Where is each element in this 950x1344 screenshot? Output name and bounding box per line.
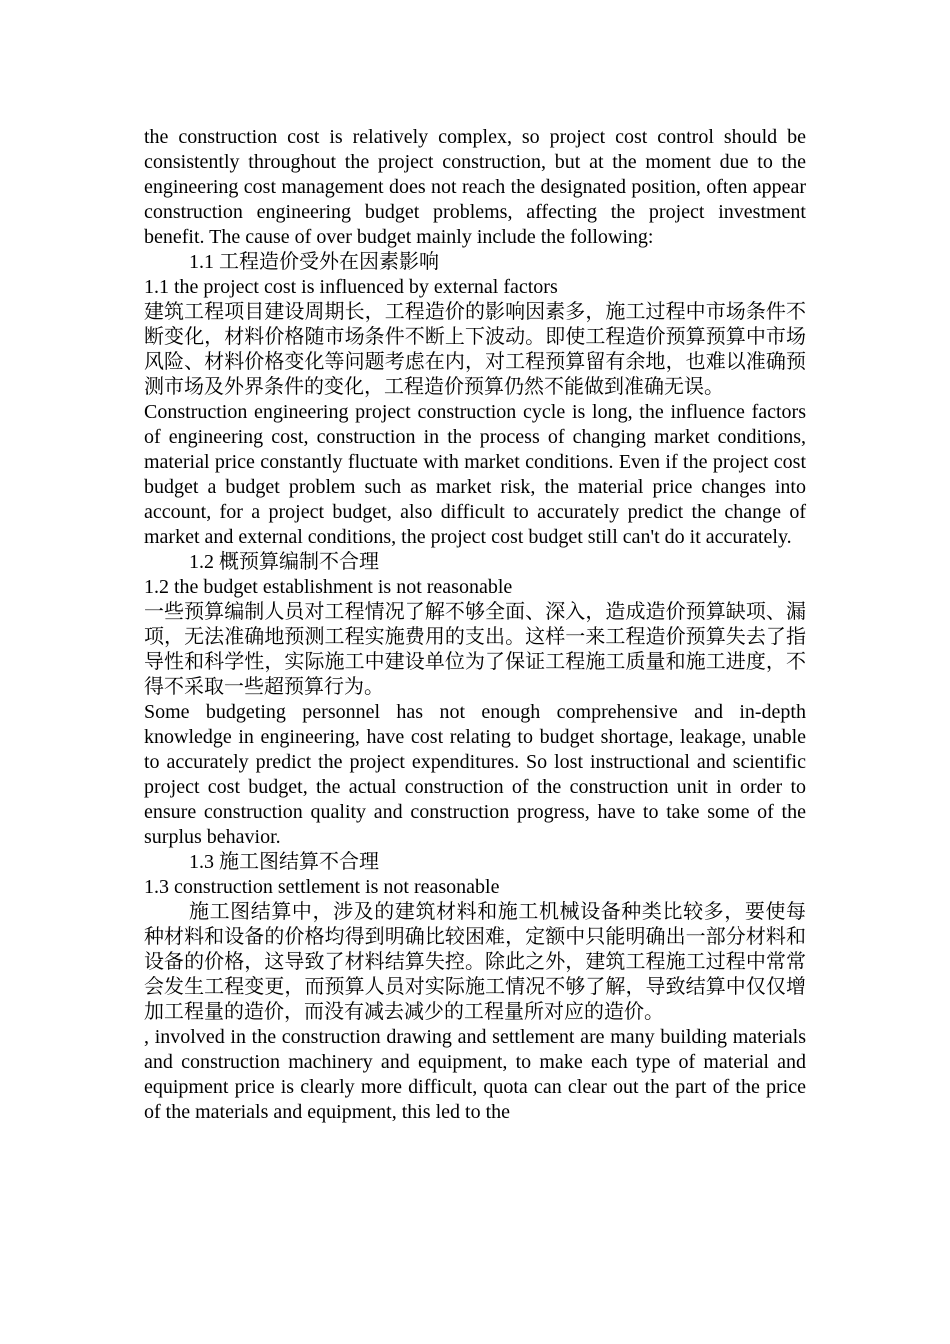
document-page xyxy=(144,125,806,1125)
section-heading-en: 1.1 the project cost is influenced by external factors xyxy=(144,276,558,298)
body-paragraph-en: Construction engineering project construction cycle is long, the influence factors of engineering cost, construction in the process of changing market conditions, material price constantly fluctuate with market conditions. Even if the project cost budget a budget problem such as market risk, the material price changes into account, for a project budget, also difficult to accurately predict the change of market and external conditions, the project cost budget still can't do it accurately. xyxy=(144,401,806,548)
body-paragraph-en: , involved in the construction drawing and settlement are many building materials and construction machinery and equipment, to make each type of material and equipment price is clearly more difficult, quota can clear out the part of the price of the materials and equipment, this led to the xyxy=(144,1026,806,1123)
body-paragraph-cn: 一些预算编制人员对工程情况了解不够全面、深入，造成造价预算缺项、漏项，无法准确地预测工程实施费用的支出。这样一来工程造价预算失去了指导性和科学性，实际施工中建设单位为了保证工程施工质量和施工进度，不得不采取一些超预算行为。 xyxy=(144,601,806,698)
body-paragraph-cn: 建筑工程项目建设周期长，工程造价的影响因素多，施工过程中市场条件不断变化，材料价格随市场条件不断上下波动。即使工程造价预算预算中市场风险、材料价格变化等问题考虑在内，对工程预算留有余地，也难以准确预测市场及外界条件的变化，工程造价预算仍然不能做到准确无误。 xyxy=(144,301,806,398)
body-paragraph-en: Some budgeting personnel has not enough comprehensive and in-depth knowledge in engineering, have cost relating to budget shortage, leakage, unable to accurately predict the project expenditures. So lost instructional and scientific project cost budget, the actual construction of the construction unit in order to ensure construction quality and construction progress, have to take some of the surplus behavior. xyxy=(144,701,806,848)
body-paragraph-cn: 施工图结算中，涉及的建筑材料和施工机械设备种类比较多，要使每种材料和设备的价格均得到明确比较困难，定额中只能明确出一部分材料和设备的价格，这导致了材料结算失控。除此之外，建筑工程施工过程中常常会发生工程变更，而预算人员对实际施工情况不够了解，导致结算中仅仅增加工程量的造价，而没有减去减少的工程量所对应的造价。 xyxy=(144,901,806,1023)
section-heading-cn: 1.1 工程造价受外在因素影响 xyxy=(189,251,439,273)
section-heading-en: 1.3 construction settlement is not reasonable xyxy=(144,876,500,898)
section-heading-cn: 1.2 概预算编制不合理 xyxy=(189,551,379,573)
body-paragraph: the construction cost is relatively complex, so project cost control should be consistently throughout the project construction, but at the moment due to the engineering cost management does not reach the designated position, often appear construction engineering budget problems, affecting the project investment benefit. The cause of over budget mainly include the following: xyxy=(144,126,806,248)
section-heading-cn: 1.3 施工图结算不合理 xyxy=(189,851,379,873)
section-heading-en: 1.2 the budget establishment is not reasonable xyxy=(144,576,513,598)
